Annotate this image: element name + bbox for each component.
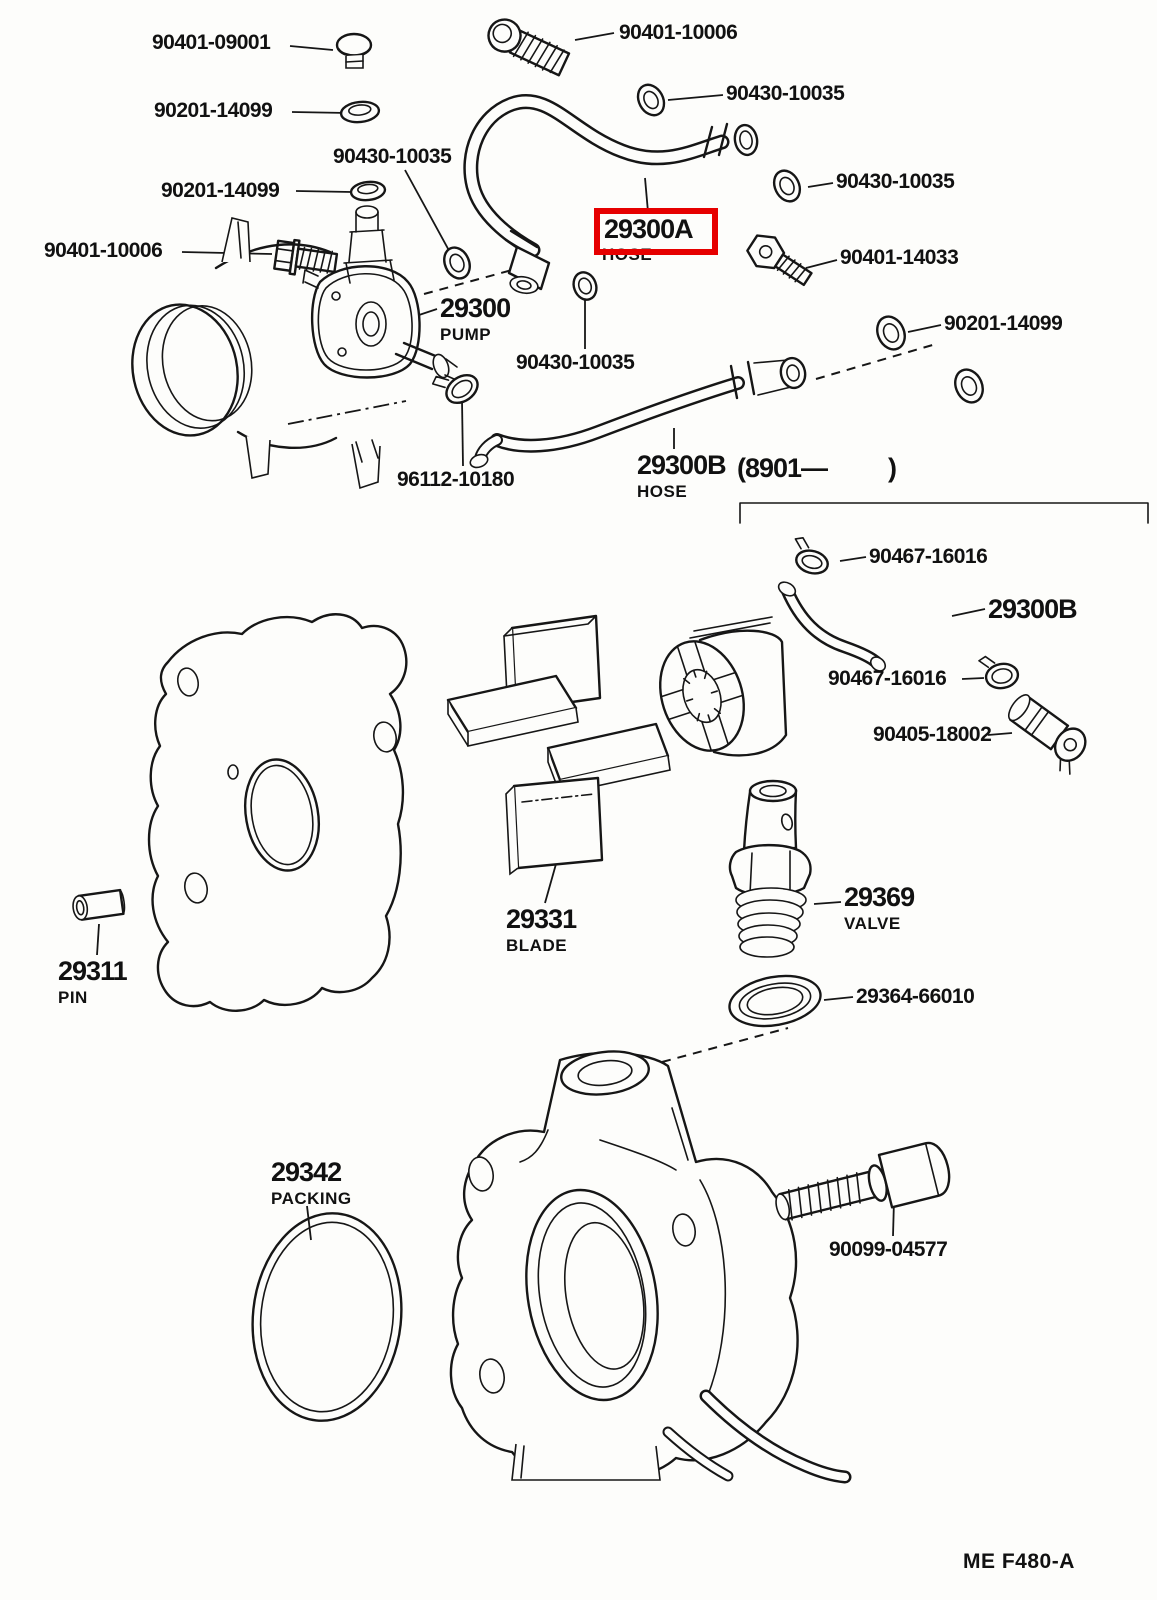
part-caption-hose-a: HOSE <box>602 245 653 264</box>
hose-clamp-lower <box>978 652 1019 692</box>
part-label-90467-16016-a: 90467-16016 <box>869 545 988 568</box>
part-label-29364-66010: 29364-66010 <box>856 985 975 1008</box>
check-valve-drawing <box>730 781 811 957</box>
part-number: 29342 <box>271 1157 342 1187</box>
part-label-90430-10035-a: 90430-10035 <box>333 145 452 168</box>
part-label-29331 <box>506 906 576 954</box>
part-label-90201-14099-c: 90201-14099 <box>944 312 1063 335</box>
part-label-90099-04577: 90099-04577 <box>829 1238 948 1261</box>
part-number: 29311 <box>58 956 127 986</box>
date-range-close: ) <box>888 453 896 483</box>
part-label-96112-10180: 96112-10180 <box>397 468 515 491</box>
part-label-90401-09001: 90401-09001 <box>152 31 271 54</box>
union-bolt-top-drawing <box>483 14 571 78</box>
part-number: 29300 <box>440 293 511 323</box>
cap-screw-drawing <box>337 34 371 68</box>
part-caption-pump: PUMP <box>440 325 492 344</box>
part-label-90430-10035-b: 90430-10035 <box>726 82 845 105</box>
part-label-90201-14099-a: 90201-14099 <box>154 99 273 122</box>
part-number: 29300B <box>637 450 726 480</box>
union-bolt-14033-drawing <box>743 229 817 293</box>
pump-blades-drawing <box>448 616 670 874</box>
part-label-29311 <box>58 958 127 1006</box>
part-label-90430-10035-d: 90430-10035 <box>516 351 635 374</box>
part-label-90405-18002: 90405-18002 <box>873 723 992 746</box>
part-caption-pin: PIN <box>58 988 88 1007</box>
part-label-29300B-short: 29300B <box>988 594 1077 624</box>
part-caption-packing: PACKING <box>271 1189 352 1208</box>
part-label-29342 <box>271 1159 352 1207</box>
part-label-90401-10006-b: 90401-10006 <box>44 239 163 262</box>
mounting-plate-drawing <box>149 614 406 1010</box>
pin-drawing <box>72 890 126 921</box>
part-number: 29331 <box>506 904 577 934</box>
hose-29300A-drawing <box>471 101 760 295</box>
housing-bolt-drawing <box>770 1139 954 1234</box>
pump-housing-drawing <box>451 1047 845 1480</box>
part-label-29300 <box>440 295 510 343</box>
figure-code: ME F480-A <box>963 1550 1075 1573</box>
part-label-90401-10006-a: 90401-10006 <box>619 21 738 44</box>
part-caption-blade: BLADE <box>506 936 568 955</box>
hose-clamp-upper <box>788 536 833 577</box>
part-label-90467-16016-b: 90467-16016 <box>828 667 947 690</box>
valve-gasket-drawing <box>726 969 825 1032</box>
part-label-90401-14033: 90401-14033 <box>840 246 959 269</box>
part-label-29369 <box>844 884 914 932</box>
date-range-open: (8901— <box>737 453 828 483</box>
rotor-drawing <box>647 617 786 762</box>
packing-ring-drawing <box>243 1206 412 1428</box>
part-caption-hose-b: HOSE <box>637 482 688 501</box>
union-90405-drawing <box>998 690 1094 777</box>
part-label-90430-10035-c: 90430-10035 <box>836 170 955 193</box>
part-label-29300B-long <box>637 452 726 500</box>
part-caption-valve: VALVE <box>844 914 901 933</box>
part-number: 29369 <box>844 882 915 912</box>
date-range-bracket <box>740 503 1148 523</box>
part-label-90201-14099-b: 90201-14099 <box>161 179 280 202</box>
part-label-29300A: 29300A <box>604 214 693 244</box>
